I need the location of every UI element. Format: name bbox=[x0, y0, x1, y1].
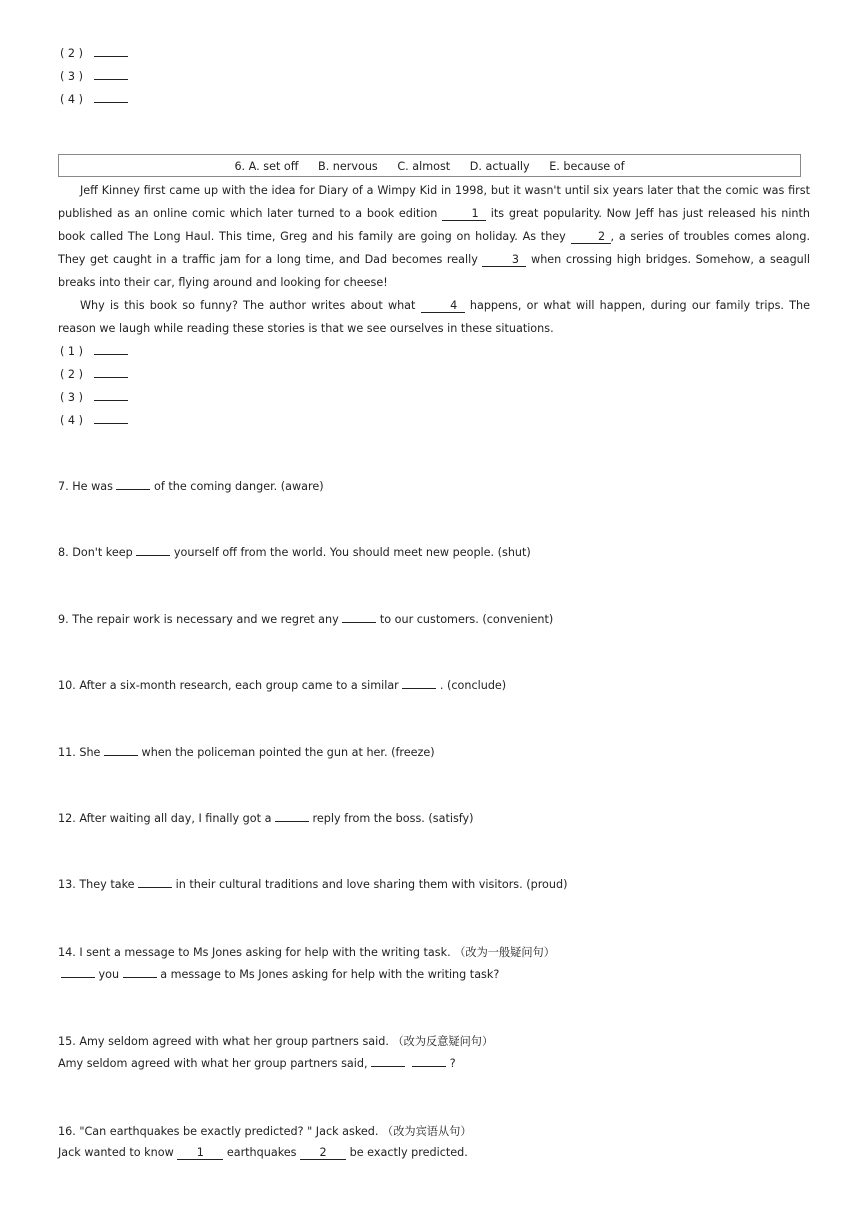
question-14-answer: you a message to Ms Jones asking for help with the writing task? bbox=[58, 967, 499, 981]
option: C. almost bbox=[397, 160, 451, 173]
option: E. because of bbox=[549, 160, 625, 173]
answer-blank[interactable] bbox=[94, 344, 128, 355]
answer-blank[interactable] bbox=[94, 69, 128, 80]
question-16: 16. "Can earthquakes be exactly predicted? " Jack asked. （改为宾语从句） bbox=[58, 1125, 472, 1138]
answer-blank[interactable] bbox=[61, 967, 95, 978]
answer-line bbox=[60, 46, 128, 60]
answer-line: ( 2 ) bbox=[60, 367, 128, 381]
option: B. nervous bbox=[318, 160, 378, 173]
question-13: 13. They take in their cultural traditions and love sharing them with visitors. (proud) bbox=[58, 878, 568, 891]
option: 6. A. set off bbox=[234, 160, 299, 173]
answer-blank[interactable] bbox=[402, 678, 436, 689]
answer-blank[interactable] bbox=[136, 545, 170, 556]
word-options-box bbox=[58, 154, 801, 177]
question-16-answer: Jack wanted to know 1 earthquakes 2 be exactly predicted. bbox=[58, 1146, 468, 1159]
question-11: 11. She when the policeman pointed the gun at her. (freeze) bbox=[58, 746, 435, 759]
question-12: 12. After waiting all day, I finally got a reply from the boss. (satisfy) bbox=[58, 812, 474, 825]
answer-blank[interactable] bbox=[371, 1056, 405, 1067]
answer-blank[interactable] bbox=[138, 877, 172, 888]
gap-2[interactable]: 2 bbox=[300, 1147, 346, 1160]
answer-label: ( 4 ) bbox=[60, 93, 83, 106]
answer-blank[interactable] bbox=[123, 967, 157, 978]
answer-blank[interactable] bbox=[116, 479, 150, 490]
answer-blank[interactable] bbox=[94, 92, 128, 103]
question-8: 8. Don't keep yourself off from the world. You should meet new people. (shut) bbox=[58, 546, 531, 559]
gap-4[interactable]: 4 bbox=[421, 300, 465, 313]
gap-1[interactable]: 1 bbox=[442, 208, 486, 221]
question-15-answer: Amy seldom agreed with what her group partners said, ? bbox=[58, 1057, 456, 1070]
answer-label: ( 2 ) bbox=[60, 47, 83, 60]
answer-line: ( 3 ) bbox=[60, 390, 128, 404]
question-7: 7. He was of the coming danger. (aware) bbox=[58, 480, 324, 493]
question-15: 15. Amy seldom agreed with what her group partners said. （改为反意疑问句） bbox=[58, 1035, 494, 1048]
answer-line bbox=[60, 92, 128, 106]
question-9: 9. The repair work is necessary and we regret any to our customers. (convenient) bbox=[58, 613, 554, 626]
passage-paragraph-1: Jeff Kinney first came up with the idea for Diary of a Wimpy Kid in 1998, but it wasn't until six years later that the comic was first published as an online comic which later turned to a book edition 1 its great popularity. Now Jeff has just released his ninth book called The Long Haul. This time, Greg and his family are going on holiday. As they 2 , a series of troubles comes along. They get caught in a traffic jam for a long time, and Dad becomes really 3 when crossing high bridges. Somehow, a seagull breaks into their car, flying around and looking for cheese! bbox=[58, 184, 810, 289]
answer-blank[interactable] bbox=[342, 612, 376, 623]
answer-blank[interactable] bbox=[275, 811, 309, 822]
question-10: 10. After a six-month research, each group came to a similar . (conclude) bbox=[58, 679, 507, 692]
answer-blank[interactable] bbox=[94, 367, 128, 378]
answer-label: ( 3 ) bbox=[60, 70, 83, 83]
passage-paragraph-2: Why is this book so funny? The author writes about what 4 happens, or what will happen, during our family trips. The reason we laugh while reading these stories is that we see ourselves in these situations. bbox=[58, 299, 810, 335]
answer-line: ( 1 ) bbox=[60, 344, 128, 358]
question-14: 14. I sent a message to Ms Jones asking for help with the writing task. （改为一般疑问句） bbox=[58, 946, 555, 959]
gap-1[interactable]: 1 bbox=[177, 1147, 223, 1160]
answer-blank[interactable] bbox=[94, 390, 128, 401]
answer-line bbox=[60, 69, 128, 83]
gap-3[interactable]: 3 bbox=[482, 254, 526, 267]
answer-blank[interactable] bbox=[412, 1056, 446, 1067]
answer-line: ( 4 ) bbox=[60, 413, 128, 427]
gap-2[interactable]: 2 bbox=[571, 231, 611, 244]
answer-blank[interactable] bbox=[94, 413, 128, 424]
option: D. actually bbox=[469, 160, 530, 173]
answer-blank[interactable] bbox=[94, 46, 128, 57]
answer-blank[interactable] bbox=[104, 745, 138, 756]
